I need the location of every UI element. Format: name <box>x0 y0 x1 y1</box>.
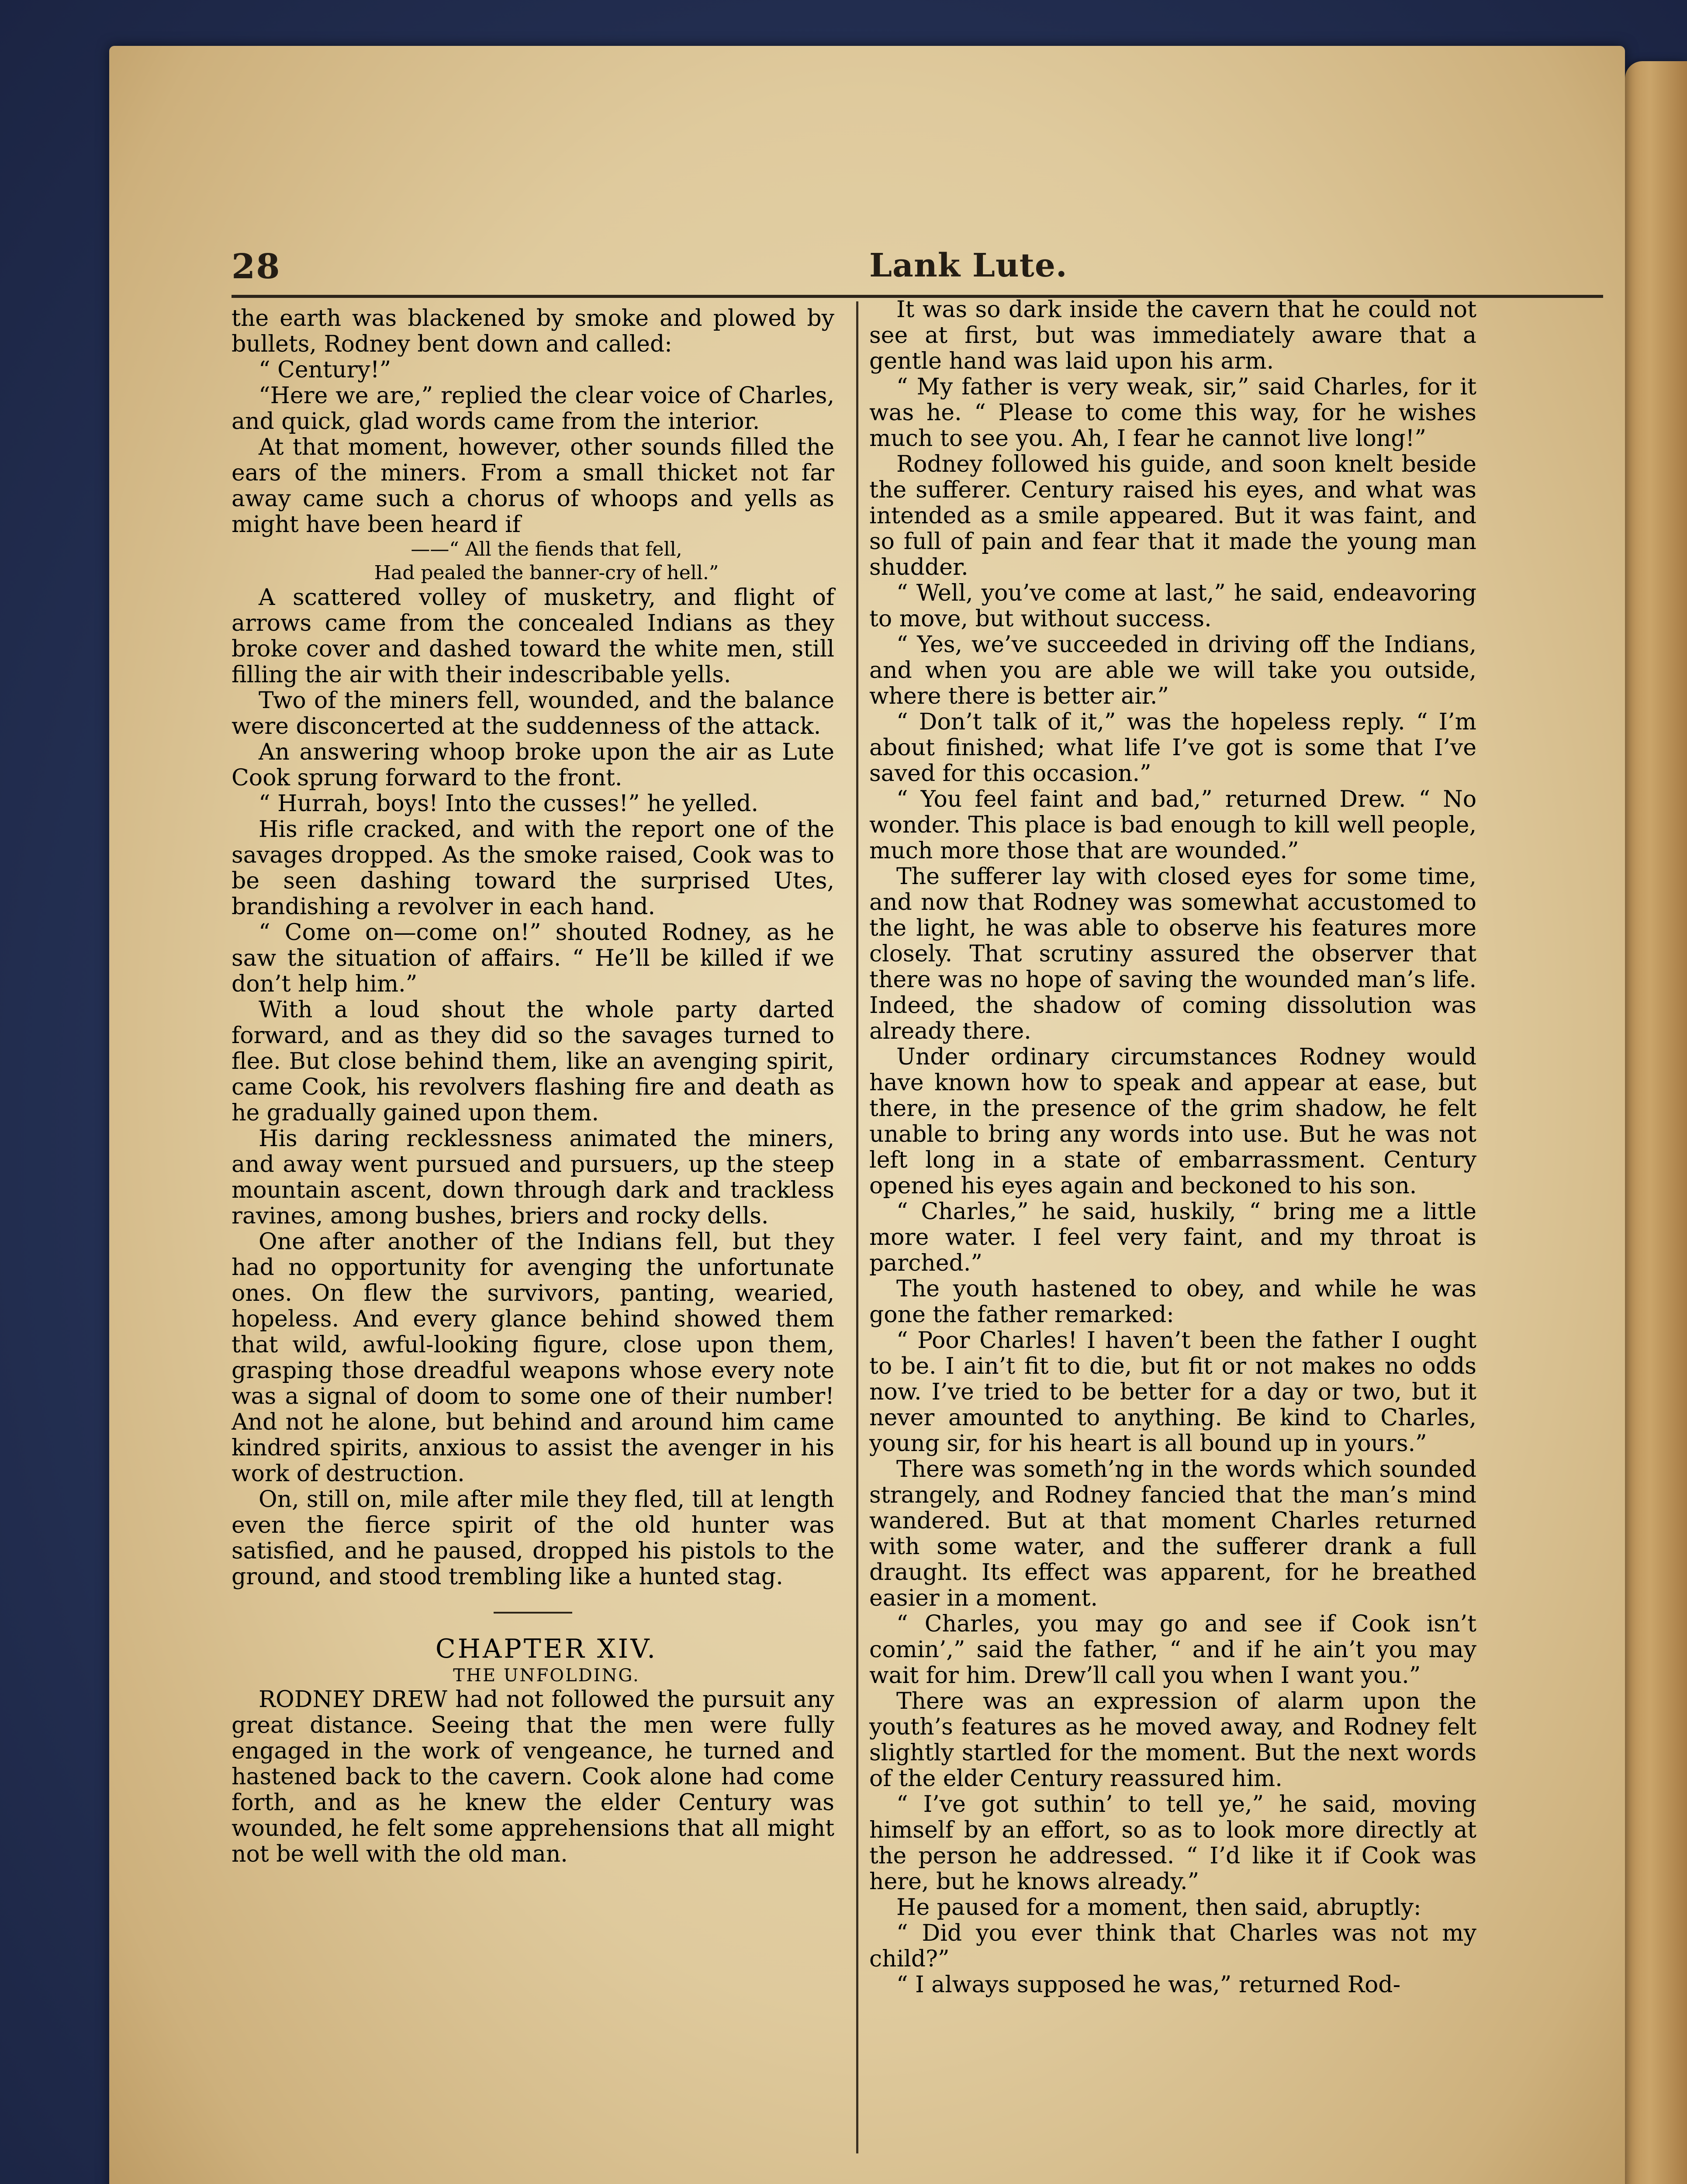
paragraph: “ I’ve got suthin’ to tell ye,” he said, moving himself by an effort, so as to look more directly at the person he addressed. “ I’d like it if Cook was here, but he knows already.” <box>869 1791 1476 1895</box>
paragraph: “ Charles, you may go and see if Cook isn’t comin’,” said the father, “ and if he ain’t you may wait for him. Drew’ll call you when I want you.” <box>869 1611 1476 1689</box>
left-column <box>232 306 834 1867</box>
paragraph: There was someth’ng in the words which sounded strangely, and Rodney fancied that the man’s mind wandered. But at that moment Charles returned with some water, and the sufferer drank a full draught. Its effect was apparent, for he breathed easier in a moment. <box>869 1456 1476 1611</box>
paragraph: It was so dark inside the cavern that he could not see at first, but was immediately aware that a gentle hand was laid upon his arm. <box>869 297 1476 374</box>
adjacent-page-edge <box>1625 61 1687 2184</box>
paragraph: “ Poor Charles! I haven’t been the father I ought to be. I ain’t fit to die, but fit or not makes no odds now. I’ve tried to be better for a day or two, but it never amounted to anything. Be kind to Charles, young sir, for his heart is all bound up in yours.” <box>869 1327 1476 1457</box>
paragraph: An answering whoop broke upon the air as Lute Cook sprung forward to the front. <box>232 739 834 791</box>
paragraph: “Here we are,” replied the clear voice of Charles, and quick, glad words came from the interior. <box>232 383 834 435</box>
paragraph: His daring recklessness animated the miners, and away went pursued and pursuers, up the steep mountain ascent, down through dark and trackless ravines, among bushes, briers and rocky dells. <box>232 1126 834 1229</box>
paragraph: One after another of the Indians fell, but they had no opportunity for avenging the unfortunate ones. On flew the survivors, panting, wearied, hopeless. And every glance behind showed them that wild, awful-looking figure, close upon them, grasping those dreadful weapons whose every note was a signal of doom to some one of their number! And not he alone, but behind and around him came kindred spirits, anxious to assist the avenger in his work of destruction. <box>232 1229 834 1487</box>
paragraph: He paused for a moment, then said, abruptly: <box>896 1894 1421 1921</box>
paragraph: “ Charles,” he said, huskily, “ bring me a little more water. I feel very faint, and my throat is parched.” <box>869 1199 1476 1276</box>
paragraph: Rodney followed his guide, and soon knelt beside the sufferer. Century raised his eyes, and what was intended as a smile appeared. But it was faint, and so full of pain and fear that it made the young man shudder. <box>869 451 1476 581</box>
chapter-subtitle: THE UNFOLDING. <box>453 1666 640 1686</box>
paragraph: The youth hastened to obey, and while he was gone the father remarked: <box>869 1276 1476 1328</box>
paragraph: “ Don’t talk of it,” was the hopeless reply. “ I’m about finished; what life I’ve got is some that I’ve saved for this occasion.” <box>869 709 1476 787</box>
paragraph: At that moment, however, other sounds filled the ears of the miners. From a small thicket not far away came such a chorus of whoops and yells as might have been heard if <box>232 434 834 538</box>
paragraph: His rifle cracked, and with the report one of the savages dropped. As the smoke raised, Cook was to be seen dashing toward the surprised Utes, brandishing a revolver in each hand. <box>232 816 834 920</box>
column-divider <box>856 301 858 2153</box>
paragraph: the earth was blackened by smoke and plowed by bullets, Rodney bent down and called: <box>232 305 834 357</box>
paragraph: “ Come on—come on!” shouted Rodney, as he saw the situation of affairs. “ He’ll be killed if we don’t help him.” <box>232 919 834 997</box>
chapter-title: CHAPTER XIV. <box>435 1634 658 1664</box>
running-title: Lank Lute. <box>869 247 1068 284</box>
paragraph: “ I always supposed he was,” returned Rod- <box>896 1972 1401 1998</box>
paragraph: “ Hurrah, boys! Into the cusses!” he yelled. <box>259 791 758 817</box>
paragraph: “ Did you ever think that Charles was not my child?” <box>869 1920 1476 1972</box>
paragraph: “ Century!” <box>259 357 391 383</box>
paragraph: There was an expression of alarm upon the youth’s features as he moved away, and Rodney felt slightly startled for the moment. But the next words of the elder Century reassured him. <box>869 1688 1476 1792</box>
paragraph: Under ordinary circumstances Rodney would have known how to speak and appear at ease, but there, in the presence of the grim shadow, he felt unable to bring any words into use. But he was not left long in a state of embarrassment. Century opened his eyes again and beckoned to his son. <box>869 1044 1476 1199</box>
paragraph: With a loud shout the whole party darted forward, and as they did so the savages turned to flee. But close behind them, like an avenging spirit, came Cook, his revolvers flashing fire and death as he gradually gained upon them. <box>232 997 834 1126</box>
section-divider <box>494 1612 572 1614</box>
paragraph: Two of the miners fell, wounded, and the balance were disconcerted at the suddenness of the attack. <box>232 688 834 740</box>
paragraph: RODNEY DREW had not followed the pursuit any great distance. Seeing that the men were fully engaged in the work of vengeance, he turned and hastened back to the cavern. Cook alone had come forth, and as he knew the elder Century was wounded, he felt some apprehensions that all might not be well with the old man. <box>232 1686 834 1867</box>
paragraph: The sufferer lay with closed eyes for some time, and now that Rodney was somewhat accustomed to the light, he was able to observe his features more closely. That scrutiny assured the observer that there was no hope of saving the wounded man’s life. Indeed, the shadow of coming dissolution was already there. <box>869 864 1476 1044</box>
page-number: 28 <box>232 247 281 287</box>
paragraph: A scattered volley of musketry, and flight of arrows came from the concealed Indians as they broke cover and dashed toward the white men, still filling the air with their indescribable yells. <box>232 584 834 688</box>
paragraph: On, still on, mile after mile they fled, till at length even the fierce spirit of the old hunter was satisfied, and he paused, dropped his pistols to the ground, and stood trembling like a hunted stag. <box>232 1486 834 1590</box>
verse-line: Had pealed the banner-cry of hell.” <box>374 562 719 584</box>
verse-line: ——“ All the fiends that fell, <box>411 538 682 560</box>
paragraph: “ You feel faint and bad,” returned Drew. “ No wonder. This place is bad enough to kill well people, much more those that are wounded.” <box>869 786 1476 864</box>
paragraph: “ Well, you’ve come at last,” he said, endeavoring to move, but without success. <box>869 580 1476 632</box>
paragraph: “ Yes, we’ve succeeded in driving off the Indians, and when you are able we will take you outside, where there is better air.” <box>869 632 1476 709</box>
paragraph: “ My father is very weak, sir,” said Charles, for it was he. “ Please to come this way, for he wishes much to see you. Ah, I fear he cannot live long!” <box>869 374 1476 452</box>
right-column <box>869 297 1476 1998</box>
